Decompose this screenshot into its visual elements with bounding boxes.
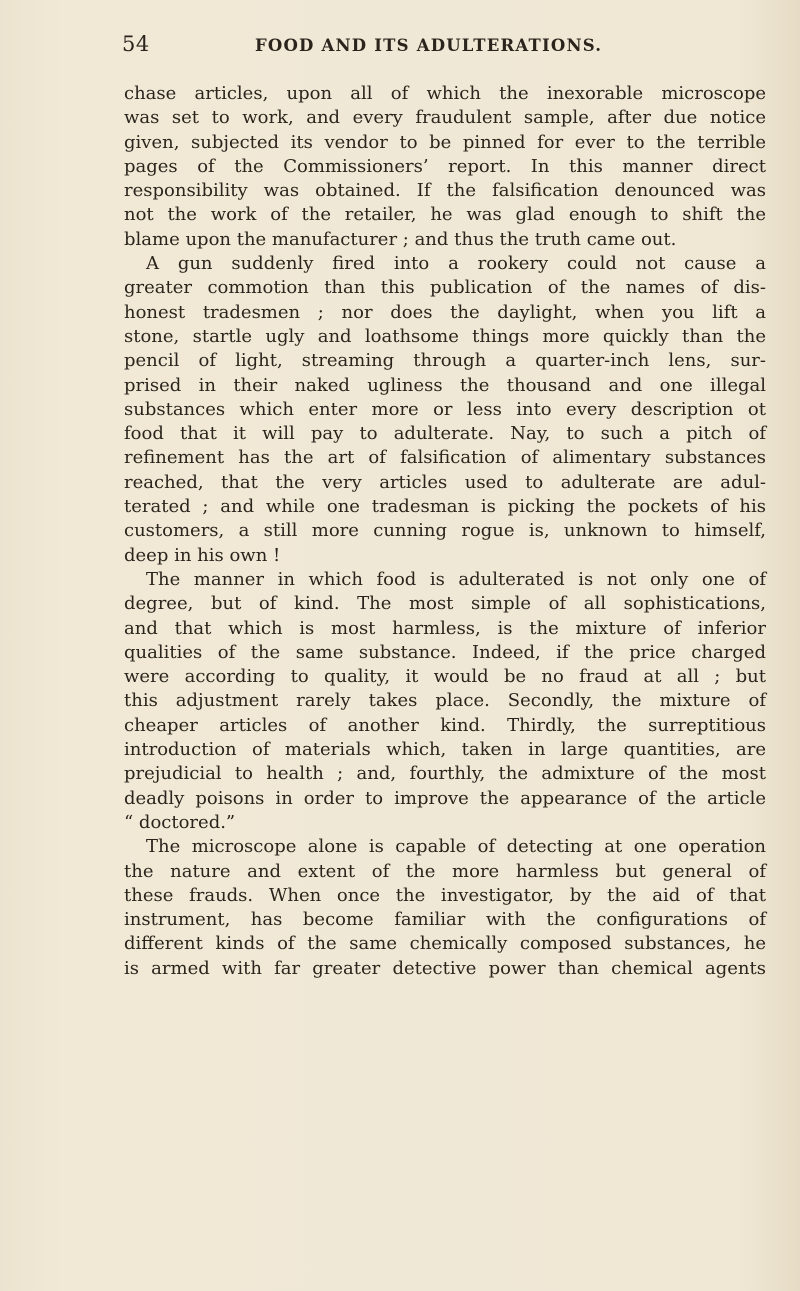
text-line: prised in their naked ugliness the thousand and one illegal [124,374,766,396]
text-line: prejudicial to health ; and, fourthly, the admixture of the most [124,763,766,785]
text-line: this adjustment rarely takes place. Secondly, the mixture of [124,690,766,712]
text-line: cheaper articles of another kind. Thirdly, the surreptitious [124,714,766,736]
text-line: these frauds. When once the investigator, by the aid of that [124,884,766,906]
text-line: is armed with far greater detective power than chemical agents [124,957,766,979]
text-line: pages of the Commissioners’ report. In this manner direct [124,155,766,177]
text-line: terated ; and while one tradesman is picking the pockets of his [124,496,766,518]
text-line: instrument, has become familiar with the configurations of [124,909,766,931]
text-line: and that which is most harmless, is the mixture of inferior [124,617,766,639]
text-line: stone, startle ugly and loathsome things more quickly than the [124,325,766,347]
text-line: given, subjected its vendor to be pinned for ever to the terrible [124,131,766,153]
text-line: chase articles, upon all of which the inexorable microscope [124,83,766,104]
text-line: refinement has the art of falsification of alimentary substances [124,447,766,469]
text-line: the nature and extent of the more harmless but general of [124,860,766,882]
text-line: greater commotion than this publication of the names of dis- [124,277,766,299]
page-number: 54 [122,32,150,56]
running-title: FOOD AND ITS ADULTERATIONS. [255,36,603,55]
text-line: blame upon the manufacturer ; and thus the truth came out. [124,228,677,250]
text-line: A gun suddenly fired into a rookery could not cause a [146,253,766,275]
text-line: honest tradesmen ; nor does the daylight, when you lift a [124,301,766,323]
text-line: “ doctored.” [124,811,236,833]
text-line: degree, but of kind. The most simple of all sophistications, [124,593,766,615]
page-header [0,32,800,62]
text-line: different kinds of the same chemically composed substances, he [124,933,766,955]
text-line: reached, that the very articles used to adulterate are adul- [124,471,766,493]
text-line: substances which enter more or less into every description ot [124,398,766,420]
body-text [124,82,766,981]
text-line: was set to work, and every fraudulent sample, after due notice [124,107,766,129]
text-line: The microscope alone is capable of detecting at one operation [146,836,766,858]
text-line: deep in his own ! [124,544,281,566]
text-line: deadly poisons in order to improve the appearance of the article [124,787,766,809]
text-line: pencil of light, streaming through a quarter-inch lens, sur- [124,350,766,372]
text-line: introduction of materials which, taken in large quantities, are [124,739,766,761]
text-line: qualities of the same substance. Indeed, if the price charged [124,641,766,663]
text-line: were according to quality, it would be no fraud at all ; but [124,666,766,688]
text-line: not the work of the retailer, he was glad enough to shift the [124,204,766,226]
text-line: The manner in which food is adulterated is not only one of [146,568,766,590]
text-line: responsibility was obtained. If the falsification denounced was [124,180,766,202]
text-line: food that it will pay to adulterate. Nay, to such a pitch of [124,423,766,445]
text-line: customers, a still more cunning rogue is, unknown to himself, [124,520,766,542]
